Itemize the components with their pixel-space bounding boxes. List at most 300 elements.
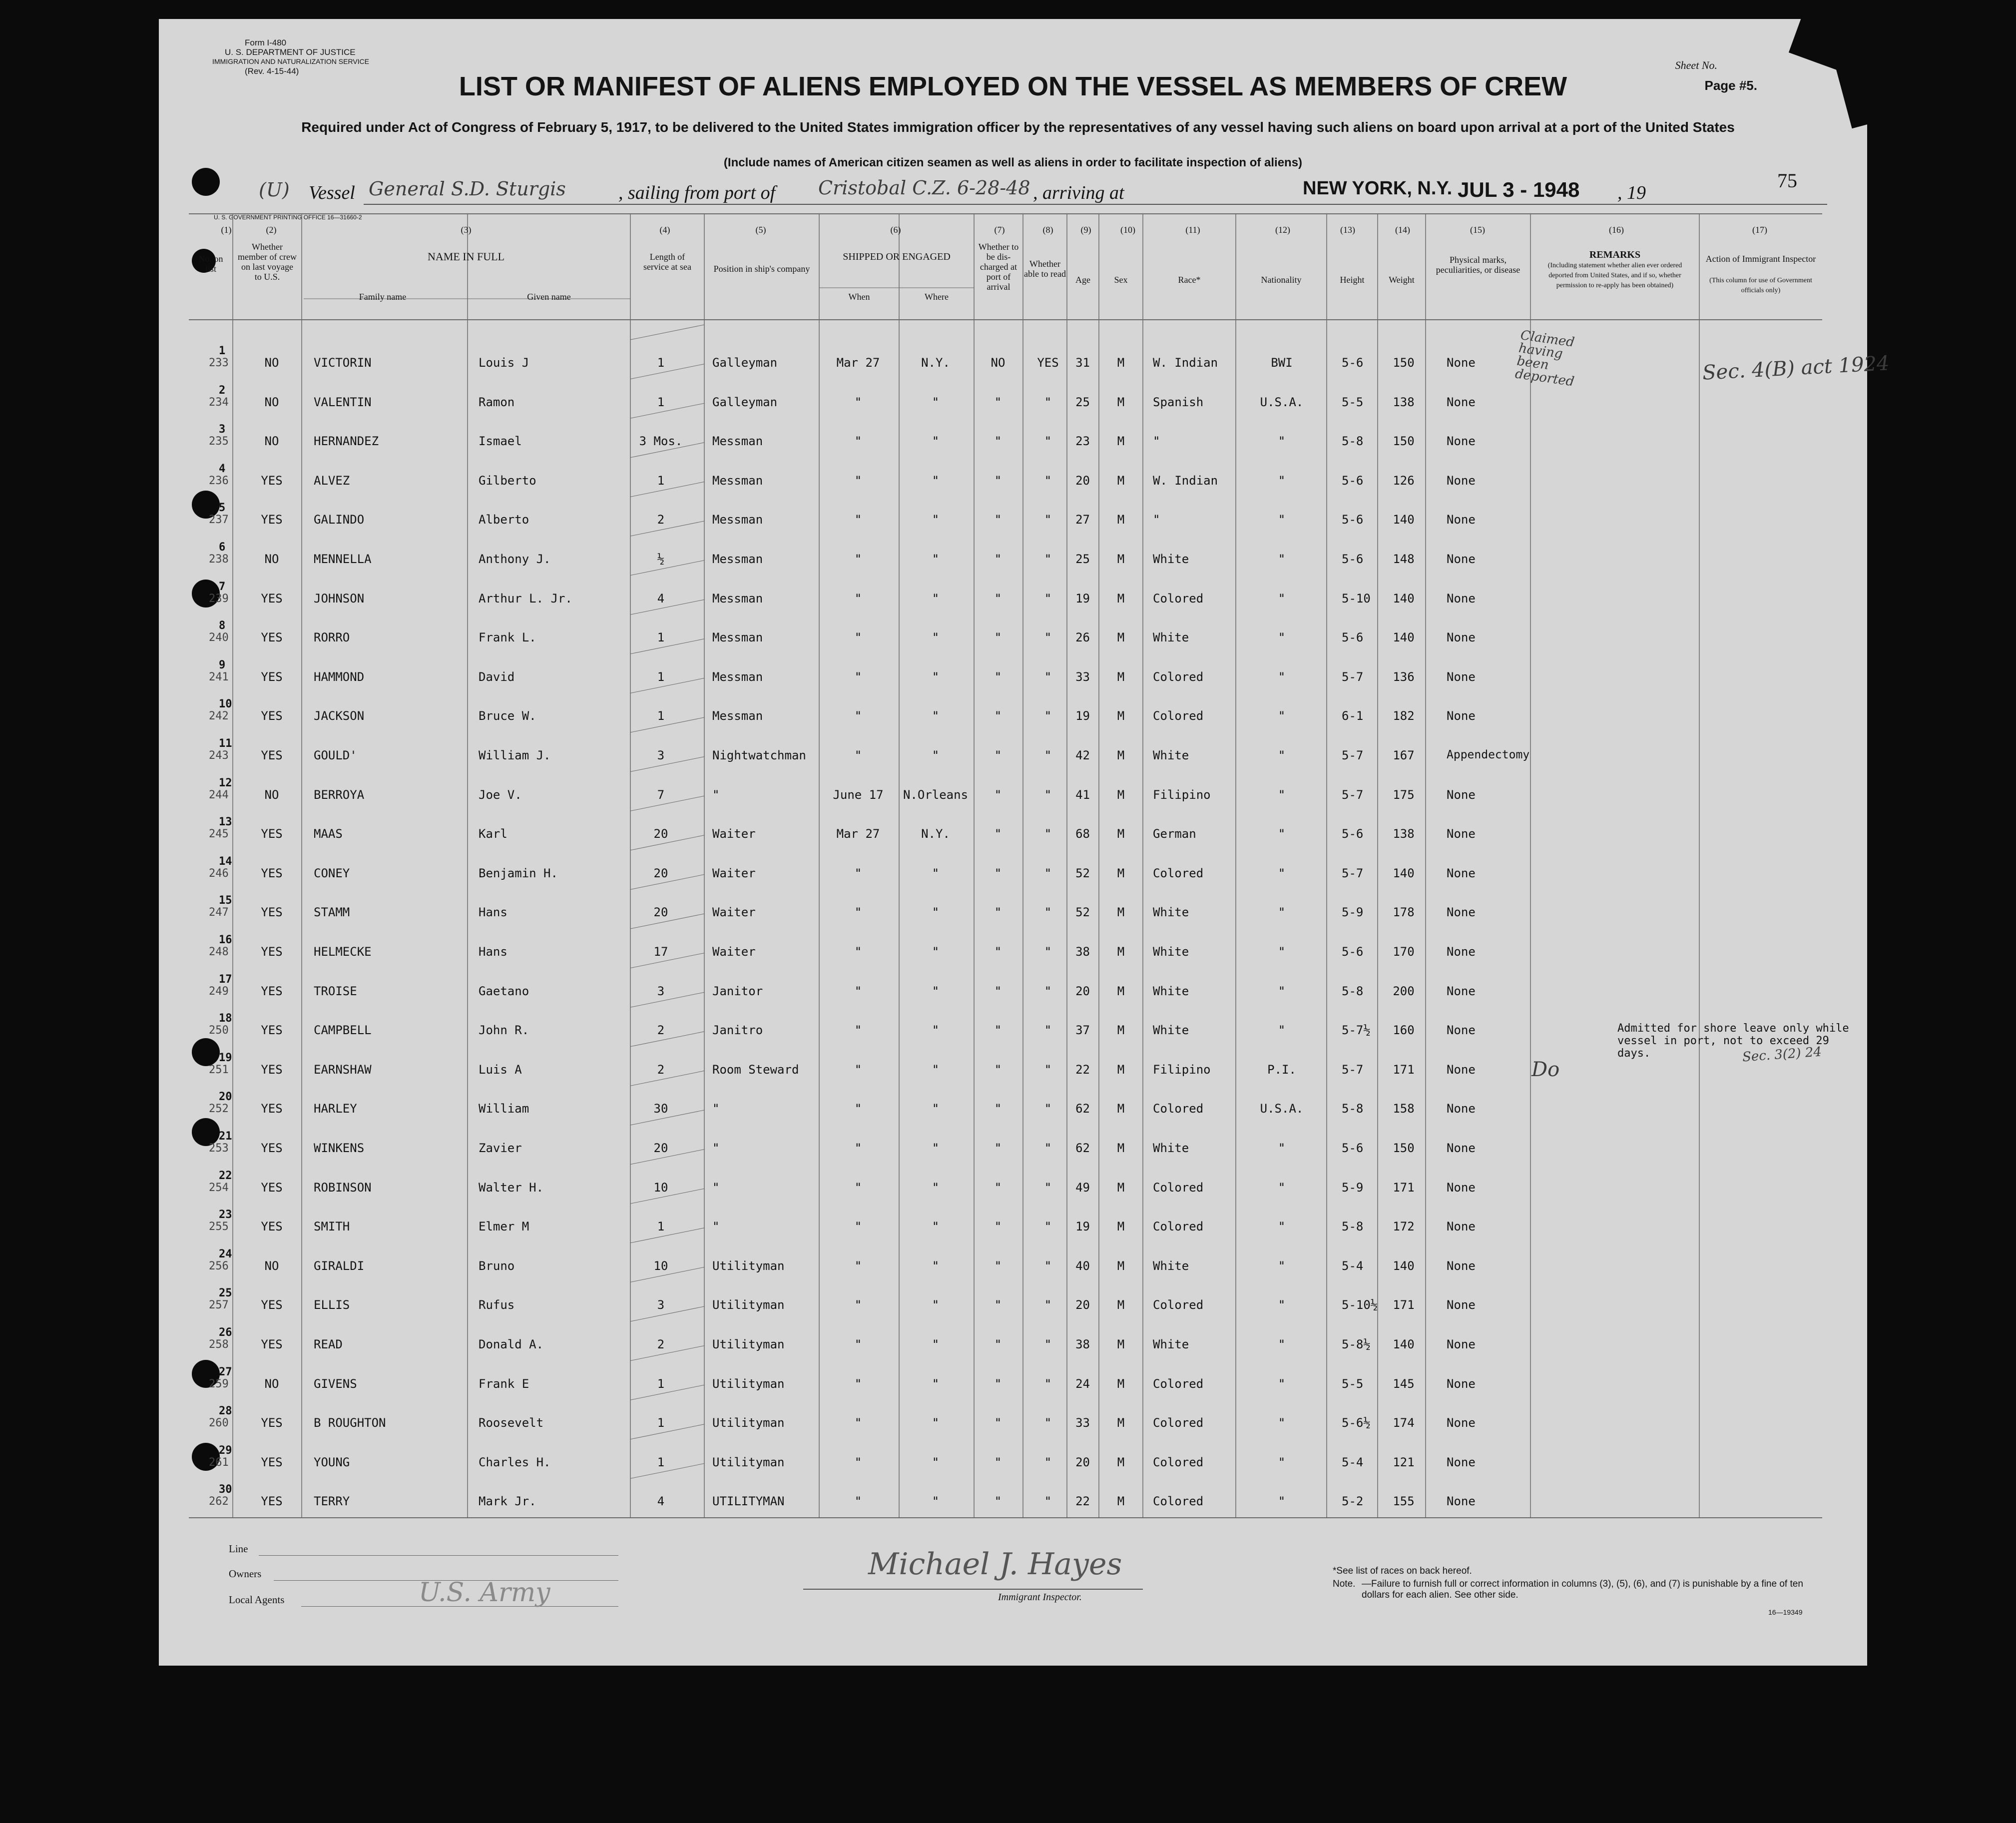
family-name-cell: GIVENS [314,1376,357,1391]
race-cell: White [1153,1141,1189,1155]
original-list-number: 237 [209,514,229,527]
where-cell: " [932,1376,940,1391]
physical-marks-cell: None [1447,1494,1476,1509]
age-cell: 38 [1075,1337,1090,1351]
discharged-cell: " [994,473,1002,488]
list-number: 21 [219,1130,232,1143]
height-cell: 5-7 [1342,748,1364,762]
race-cell: W. Indian [1153,473,1218,488]
age-cell: 22 [1075,1494,1090,1509]
sex-cell: M [1117,434,1125,449]
race-cell: Colored [1153,709,1204,723]
race-cell: Colored [1153,1455,1204,1469]
crew-last-voyage-cell: YES [261,748,283,762]
nationality-cell: " [1278,787,1286,802]
header-action-sub: (This column for use of Government officials only) [1709,277,1812,294]
list-number: 10 [219,698,232,711]
header-able-read: Whether able to read [1024,259,1066,279]
family-name-cell: HELMECKE [314,945,372,959]
race-cell: Colored [1153,1180,1204,1195]
where-cell: " [932,669,940,684]
physical-marks-cell: None [1447,866,1476,880]
physical-marks-cell: None [1447,1141,1476,1155]
given-name-cell: Frank E [479,1376,529,1391]
when-cell: " [854,1494,862,1509]
service-cell: 1 [657,709,665,723]
family-name-cell: EARNSHAW [314,1062,372,1077]
column-number: (17) [1752,225,1767,235]
original-list-number: 257 [209,1299,229,1312]
race-cell: Filipino [1153,787,1211,802]
weight-cell: 148 [1393,552,1415,566]
family-name-cell: B ROUGHTON [314,1416,386,1430]
weight-cell: 182 [1393,709,1415,723]
original-list-number: 242 [209,710,229,723]
race-cell: White [1153,1023,1189,1038]
physical-marks-cell: None [1447,669,1476,684]
age-cell: 37 [1075,1023,1090,1038]
weight-cell: 121 [1393,1455,1415,1469]
able-read-cell: " [1044,473,1052,488]
crew-last-voyage-cell: YES [261,945,283,959]
position-cell: " [712,787,720,802]
age-cell: 20 [1075,984,1090,998]
service-cell: 2 [657,1062,665,1077]
sex-cell: M [1117,552,1125,566]
given-name-cell: Gilberto [479,473,536,488]
where-cell: N.Y. [921,356,950,370]
header-race: Race* [1178,275,1201,285]
age-cell: 49 [1075,1180,1090,1195]
discharged-cell: " [994,669,1002,684]
position-cell: Utilityman [712,1298,785,1312]
original-list-number: 236 [209,474,229,487]
given-name-cell: Mark Jr. [479,1494,536,1509]
sex-cell: M [1117,1023,1125,1038]
crew-last-voyage-cell: YES [261,591,283,606]
crew-last-voyage-cell: NO [264,395,279,409]
physical-marks-cell: None [1447,1219,1476,1234]
given-name-cell: William [479,1102,529,1116]
age-cell: 22 [1075,1062,1090,1077]
when-cell: " [854,473,862,488]
where-cell: " [932,591,940,606]
family-name-cell: YOUNG [314,1455,350,1469]
weight-cell: 140 [1393,513,1415,527]
crew-last-voyage-cell: YES [261,1455,283,1469]
arrival-port-stamp: NEW YORK, N.Y. [1303,178,1453,199]
height-cell: 5-6 [1342,1141,1364,1155]
physical-marks-cell: None [1447,630,1476,645]
line-underline [259,1555,618,1556]
nationality-cell: " [1278,1219,1286,1234]
list-number: 29 [219,1444,232,1457]
vessel-prefix: (U) [259,179,290,201]
weight-cell: 175 [1393,787,1415,802]
when-cell: " [854,945,862,959]
race-cell: Spanish [1153,395,1204,409]
nationality-cell: " [1278,1416,1286,1430]
list-number: 15 [219,894,232,907]
height-cell: 5-8 [1342,984,1364,998]
nationality-cell: " [1278,1337,1286,1351]
race-cell: White [1153,552,1189,566]
when-cell: " [854,709,862,723]
original-list-number: 259 [209,1377,229,1390]
page-label: Page #5. [1704,78,1757,93]
physical-marks-cell: None [1447,591,1476,606]
when-cell: " [854,1180,862,1195]
list-number: 30 [219,1483,232,1496]
list-number: 22 [219,1169,232,1182]
weight-cell: 170 [1393,945,1415,959]
list-number: 12 [219,776,232,789]
header-where: Where [925,292,949,302]
crew-last-voyage-cell: YES [261,905,283,920]
position-cell: Messman [712,473,763,488]
discharged-cell: " [994,945,1002,959]
height-cell: 5-7 [1342,1062,1364,1077]
weight-cell: 145 [1393,1376,1415,1391]
discharged-cell: " [994,1062,1002,1077]
sex-cell: M [1117,1062,1125,1077]
discharged-cell: " [994,984,1002,998]
height-cell: 5-6 [1342,552,1364,566]
sex-cell: M [1117,1219,1125,1234]
when-cell: " [854,513,862,527]
age-cell: 19 [1075,1219,1090,1234]
discharged-cell: " [994,1219,1002,1234]
original-list-number: 240 [209,631,229,644]
crew-last-voyage-cell: YES [261,827,283,841]
original-list-number: 247 [209,906,229,919]
able-read-cell: " [1044,1102,1052,1116]
weight-cell: 140 [1393,1258,1415,1273]
original-list-number: 256 [209,1259,229,1272]
physical-marks-cell: None [1447,1455,1476,1469]
where-cell: " [932,630,940,645]
height-cell: 5-7 [1342,669,1364,684]
sex-cell: M [1117,1298,1125,1312]
weight-cell: 140 [1393,630,1415,645]
nationality-cell: " [1278,1258,1286,1273]
header-remarks: REMARKS [1589,249,1641,260]
race-cell: " [1153,434,1160,449]
service-cell: 1 [657,630,665,645]
service-cell: 20 [653,866,668,880]
service-cell: 10 [653,1258,668,1273]
crew-last-voyage-cell: YES [261,1062,283,1077]
family-name-cell: CAMPBELL [314,1023,372,1038]
position-cell: Messman [712,709,763,723]
position-cell: Utilityman [712,1455,785,1469]
sex-cell: M [1117,630,1125,645]
physical-marks-cell: None [1447,787,1476,802]
physical-marks-cell: None [1447,434,1476,449]
original-list-number: 241 [209,670,229,683]
list-number: 14 [219,855,232,868]
crew-last-voyage-cell: YES [261,1219,283,1234]
given-name-cell: Elmer M [479,1219,529,1234]
able-read-cell: " [1044,591,1052,606]
list-number: 26 [219,1326,232,1339]
crew-last-voyage-cell: NO [264,1258,279,1273]
height-cell: 5-6 [1342,945,1364,959]
nationality-cell: " [1278,1023,1286,1038]
height-cell: 5-9 [1342,1180,1364,1195]
weight-cell: 171 [1393,1062,1415,1077]
local-agents-label: Local Agents [229,1594,285,1606]
given-name-cell: Benjamin H. [479,866,558,880]
form-service: IMMIGRATION AND NATURALIZATION SERVICE [212,57,369,65]
able-read-cell: " [1044,787,1052,802]
weight-cell: 167 [1393,748,1415,762]
where-cell: " [932,1337,940,1351]
discharged-cell: " [994,905,1002,920]
column-number: (2) [266,225,277,235]
age-cell: 27 [1075,513,1090,527]
physical-marks-cell: None [1447,1062,1476,1077]
family-name-cell: HERNANDEZ [314,434,379,449]
position-cell: Messman [712,434,763,449]
given-name-cell: David [479,669,515,684]
where-cell: " [932,1494,940,1509]
height-cell: 5-7 [1342,866,1364,880]
given-name-cell: Karl [479,827,507,841]
where-cell: " [932,1180,940,1195]
race-cell: Colored [1153,591,1204,606]
given-name-cell: William J. [479,748,551,762]
race-cell: Colored [1153,1219,1204,1234]
sex-cell: M [1117,1180,1125,1195]
nationality-cell: " [1278,591,1286,606]
sex-cell: M [1117,787,1125,802]
family-name-cell: GIRALDI [314,1258,365,1273]
when-cell: " [854,1376,862,1391]
sex-cell: M [1117,827,1125,841]
list-number: 9 [219,658,226,671]
original-list-number: 244 [209,788,229,801]
physical-marks-cell: None [1447,1102,1476,1116]
header-action: Action of Immigrant Inspector [1705,254,1816,264]
when-cell: " [854,866,862,880]
discharged-cell: " [994,1416,1002,1430]
able-read-cell: " [1044,984,1052,998]
age-cell: 25 [1075,395,1090,409]
header-sex: Sex [1114,275,1128,285]
physical-marks-cell: None [1447,552,1476,566]
family-name-cell: VALENTIN [314,395,372,409]
weight-cell: 160 [1393,1023,1415,1038]
vessel-label: Vessel [309,182,355,203]
race-cell: Colored [1153,669,1204,684]
position-cell: Messman [712,630,763,645]
note-label: Note. [1333,1579,1356,1589]
weight-cell: 200 [1393,984,1415,998]
able-read-cell: " [1044,827,1052,841]
discharged-cell: " [994,434,1002,449]
service-cell: 20 [653,905,668,920]
able-read-cell: " [1044,709,1052,723]
service-cell: ½ [657,552,665,566]
when-cell: " [854,905,862,920]
able-read-cell: " [1044,1219,1052,1234]
discharged-cell: " [994,1376,1002,1391]
list-number: 19 [219,1051,232,1064]
sex-cell: M [1117,945,1125,959]
able-read-cell: " [1044,866,1052,880]
where-cell: " [932,1298,940,1312]
header-remarks-sub: (Including statement whether alien ever ordered deported from United States, and if so, whether permission to re-apply has been obtained) [1547,262,1682,289]
age-cell: 52 [1075,905,1090,920]
sex-cell: M [1117,984,1125,998]
age-cell: 52 [1075,866,1090,880]
height-cell: 5-6 [1342,513,1364,527]
nationality-cell: " [1278,434,1286,449]
nationality-cell: " [1278,945,1286,959]
weight-cell: 150 [1393,356,1415,370]
header-age: Age [1075,275,1090,285]
when-cell: " [854,1298,862,1312]
when-cell: " [854,669,862,684]
position-cell: UTILITYMAN [712,1494,785,1509]
where-cell: " [932,1416,940,1430]
race-cell: White [1153,984,1189,998]
original-list-number: 250 [209,1024,229,1037]
family-name-cell: GALINDO [314,513,365,527]
header-nationality: Nationality [1261,275,1302,285]
year-suffix: , 19 [1617,182,1646,203]
weight-cell: 155 [1393,1494,1415,1509]
crew-last-voyage-cell: NO [264,356,279,370]
when-cell: " [854,1023,862,1038]
height-cell: 5-2 [1342,1494,1364,1509]
nationality-cell: " [1278,1141,1286,1155]
physical-marks-cell: None [1447,709,1476,723]
given-name-cell: Frank L. [479,630,536,645]
crew-last-voyage-cell: YES [261,513,283,527]
manifest-sheet [159,19,1890,1666]
able-read-cell: " [1044,1416,1052,1430]
position-cell: Galleyman [712,395,778,409]
service-cell: 1 [657,1219,665,1234]
owners-label: Owners [229,1568,262,1580]
position-cell: Utilityman [712,1258,785,1273]
nationality-cell: " [1278,473,1286,488]
list-number: 28 [219,1405,232,1418]
height-cell: 5-7 [1342,787,1364,802]
service-cell: 2 [657,1023,665,1038]
sex-cell: M [1117,1455,1125,1469]
family-name-cell: HAMMOND [314,669,365,684]
height-cell: 5-6 [1342,356,1364,370]
discharged-cell: " [994,1102,1002,1116]
weight-cell: 172 [1393,1219,1415,1234]
age-cell: 38 [1075,945,1090,959]
position-cell: " [712,1180,720,1195]
height-cell: 5-6 [1342,473,1364,488]
original-list-number: 233 [209,357,229,369]
departure-port: Cristobal C.Z. 6-28-48 [818,177,1030,199]
height-cell: 5-8 [1342,1102,1364,1116]
position-cell: Waiter [712,905,756,920]
height-cell: 5-8 [1342,1219,1364,1234]
service-cell: 1 [657,669,665,684]
list-number: 8 [219,619,226,632]
when-cell: " [854,434,862,449]
crew-last-voyage-cell: YES [261,1102,283,1116]
age-cell: 31 [1075,356,1090,370]
sex-cell: M [1117,356,1125,370]
when-cell: " [854,1062,862,1077]
discharged-cell: " [994,1298,1002,1312]
sex-cell: M [1117,1337,1125,1351]
service-cell: 30 [653,1102,668,1116]
race-cell: " [1153,513,1160,527]
where-cell: " [932,945,940,959]
where-cell: " [932,1141,940,1155]
where-cell: " [932,552,940,566]
position-cell: Messman [712,591,763,606]
where-cell: " [932,905,940,920]
list-number: 17 [219,973,232,986]
where-cell: " [932,709,940,723]
given-name-cell: Bruce W. [479,709,536,723]
height-cell: 5-10 [1342,591,1371,606]
list-number: 2 [219,384,226,397]
able-read-cell: " [1044,1455,1052,1469]
race-cell: German [1153,827,1196,841]
header-crew-last-voyage: Whether member of crew on last voyage to U.S. [238,242,297,282]
column-number: (8) [1042,225,1053,235]
position-cell: Messman [712,513,763,527]
discharged-cell: " [994,630,1002,645]
discharged-cell: " [994,709,1002,723]
column-number: (5) [755,225,766,235]
physical-marks-cell: None [1447,1337,1476,1351]
where-cell: N.Y. [921,827,950,841]
original-list-number: 248 [209,946,229,958]
nationality-cell: " [1278,905,1286,920]
discharged-cell: " [994,513,1002,527]
discharged-cell: " [994,1180,1002,1195]
given-name-cell: Bruno [479,1258,515,1273]
when-cell: " [854,591,862,606]
sex-cell: M [1117,905,1125,920]
able-read-cell: " [1044,395,1052,409]
column-number: (3) [461,225,472,235]
crew-last-voyage-cell: YES [261,1298,283,1312]
height-cell: 5-5 [1342,395,1364,409]
crew-last-voyage-cell: NO [264,1376,279,1391]
page-number: 75 [1777,169,1797,192]
discharged-cell: " [994,1023,1002,1038]
crew-last-voyage-cell: YES [261,669,283,684]
age-cell: 20 [1075,473,1090,488]
age-cell: 25 [1075,552,1090,566]
service-cell: 3 [657,748,665,762]
age-cell: 68 [1075,827,1090,841]
signature-line [803,1589,1143,1590]
inspector-action-row1: Sec. 4(B) act 1924 [1702,352,1890,385]
arrival-date-stamp: JUL 3 - 1948 [1458,178,1580,201]
position-cell: " [712,1141,720,1155]
discharged-cell: " [994,1455,1002,1469]
age-cell: 20 [1075,1455,1090,1469]
given-name-cell: Hans [479,945,507,959]
nationality-cell: " [1278,552,1286,566]
service-cell: 2 [657,513,665,527]
